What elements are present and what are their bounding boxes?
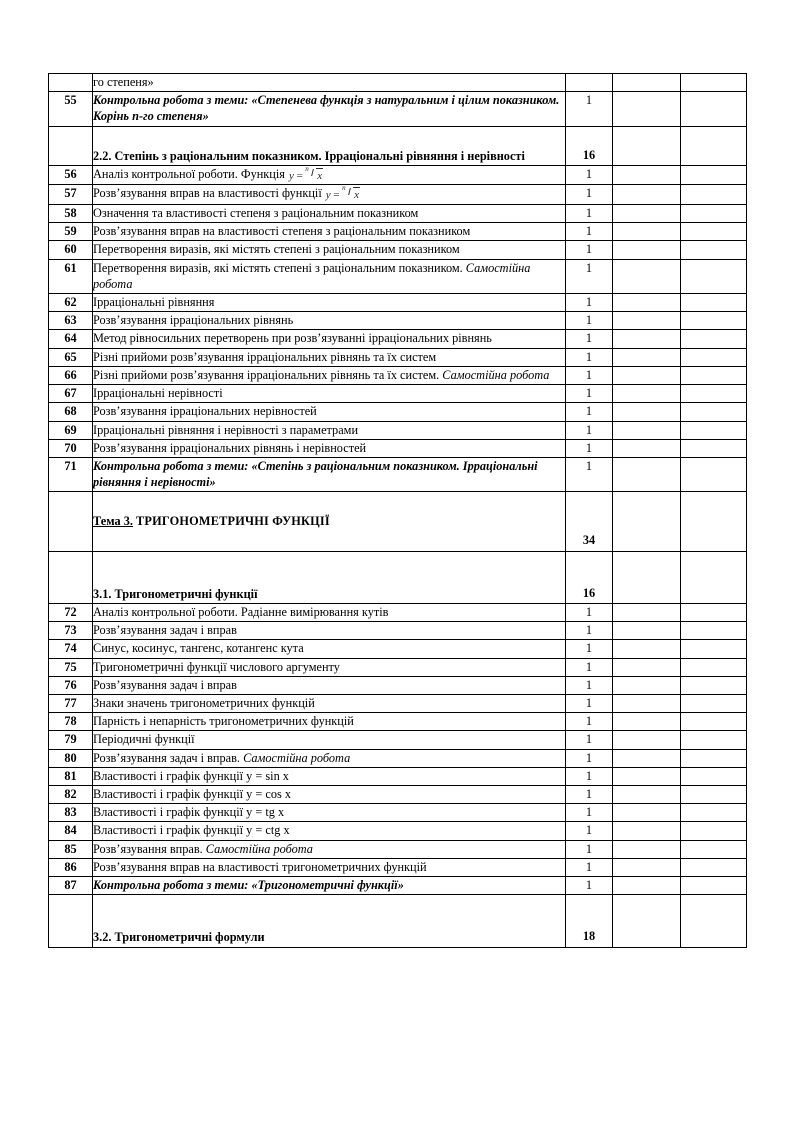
table-row: [49, 840, 747, 858]
row-date-cell[interactable]: [613, 385, 681, 403]
table-row: [49, 767, 747, 785]
table-row: [49, 676, 747, 694]
row-hours-cell: 1: [566, 731, 613, 749]
row-notes-cell[interactable]: [681, 731, 747, 749]
row-topic-text: Перетворення виразів, які містять степені з раціональним показником.: [93, 260, 466, 275]
row-hours-cell: 1: [566, 185, 613, 205]
formula-nth-root: y = n x: [288, 164, 323, 182]
row-hours-cell: 1: [566, 713, 613, 731]
row-number-cell: 87: [49, 877, 93, 895]
row-date-cell[interactable]: [613, 259, 681, 293]
row-notes-cell[interactable]: [681, 786, 747, 804]
section-hours-cell: 16: [566, 551, 613, 603]
section-title-cell: [93, 895, 566, 947]
row-topic-italic-tail: Самостійна робота: [243, 750, 351, 765]
row-number-cell: 55: [49, 92, 93, 126]
row-date-cell[interactable]: [613, 694, 681, 712]
row-number-cell: 77: [49, 694, 93, 712]
row-number-cell: 85: [49, 840, 93, 858]
row-date-cell[interactable]: [613, 749, 681, 767]
lesson-plan-table: [48, 73, 747, 948]
row-notes-cell[interactable]: [681, 492, 747, 551]
row-topic-cell: Розв’язування вправ на властивості тригонометричних функцій: [93, 858, 566, 876]
row-hours-cell: 1: [566, 439, 613, 457]
row-number-cell: 74: [49, 640, 93, 658]
table-row: [49, 694, 747, 712]
row-notes-cell[interactable]: [681, 713, 747, 731]
row-number-cell: 86: [49, 858, 93, 876]
row-date-cell[interactable]: [613, 767, 681, 785]
row-hours-cell: 1: [566, 312, 613, 330]
row-notes-cell[interactable]: [681, 366, 747, 384]
row-date-cell[interactable]: [613, 223, 681, 241]
row-hours-cell: 1: [566, 403, 613, 421]
section-hours-cell: 18: [566, 895, 613, 947]
row-date-cell[interactable]: [613, 658, 681, 676]
table-row: [49, 877, 747, 895]
table-row: [49, 622, 747, 640]
row-date-cell[interactable]: [613, 294, 681, 312]
row-date-cell[interactable]: [613, 312, 681, 330]
theme-title-cell: [93, 492, 566, 551]
row-number-cell: 72: [49, 603, 93, 621]
row-hours-cell: 1: [566, 294, 613, 312]
table-row: [49, 223, 747, 241]
row-number-cell: 75: [49, 658, 93, 676]
row-date-cell[interactable]: [613, 92, 681, 126]
row-topic-cell: [93, 749, 566, 767]
row-number-cell: 68: [49, 403, 93, 421]
row-hours-cell: 1: [566, 767, 613, 785]
table-row: [49, 731, 747, 749]
row-date-cell[interactable]: [613, 492, 681, 551]
table-row: [49, 312, 747, 330]
row-notes-cell[interactable]: [681, 185, 747, 205]
table-row: [49, 603, 747, 621]
table-row: [49, 241, 747, 259]
row-topic-italic-tail: Самостійна робота: [93, 260, 531, 291]
row-number-cell: 76: [49, 676, 93, 694]
row-notes-cell[interactable]: [681, 804, 747, 822]
row-date-cell[interactable]: [613, 804, 681, 822]
row-number-cell: 62: [49, 294, 93, 312]
table-row: [49, 439, 747, 457]
row-topic-cell: [93, 165, 566, 185]
row-date-cell[interactable]: [613, 840, 681, 858]
row-notes-cell[interactable]: [681, 92, 747, 126]
row-date-cell[interactable]: [613, 457, 681, 491]
row-hours-cell: 1: [566, 858, 613, 876]
row-date-cell[interactable]: [613, 366, 681, 384]
row-number-cell: 71: [49, 457, 93, 491]
row-hours-cell: [566, 74, 613, 92]
row-hours-cell: 1: [566, 421, 613, 439]
row-topic-cell: Розв’язування вправ на властивості степеня з раціональним показником: [93, 223, 566, 241]
row-hours-cell: 1: [566, 676, 613, 694]
row-topic-cell: Розв’язування ірраціональних нерівностей: [93, 403, 566, 421]
row-notes-cell[interactable]: [681, 330, 747, 348]
row-topic-italic-tail: Самостійна робота: [442, 367, 550, 382]
row-topic-cell: Властивості і графік функції y = tg x: [93, 804, 566, 822]
row-notes-cell[interactable]: [681, 241, 747, 259]
table-row: [49, 92, 747, 126]
row-hours-cell: 1: [566, 457, 613, 491]
row-hours-cell: 1: [566, 223, 613, 241]
table-row: [49, 385, 747, 403]
row-notes-cell[interactable]: [681, 457, 747, 491]
table-row: [49, 786, 747, 804]
row-hours-cell: 1: [566, 165, 613, 185]
row-number-cell: [49, 492, 93, 551]
row-notes-cell[interactable]: [681, 767, 747, 785]
row-hours-cell: 1: [566, 366, 613, 384]
row-notes-cell[interactable]: [681, 694, 747, 712]
row-hours-cell: 1: [566, 822, 613, 840]
row-topic-cell: Властивості і графік функції y = sin x: [93, 767, 566, 785]
table-row: [49, 185, 747, 205]
row-notes-cell[interactable]: [681, 895, 747, 947]
row-number-cell: 79: [49, 731, 93, 749]
row-hours-cell: 1: [566, 259, 613, 293]
section-title-cell: [93, 551, 566, 603]
row-date-cell[interactable]: [613, 403, 681, 421]
row-notes-cell[interactable]: [681, 551, 747, 603]
row-topic-text: Розв’язування задач і вправ.: [93, 750, 244, 765]
row-hours-cell: 1: [566, 749, 613, 767]
section-title: 3.2. Тригонометричні формули: [93, 930, 265, 945]
row-hours-cell: 1: [566, 204, 613, 222]
row-topic-cell: Ірраціональні рівняння: [93, 294, 566, 312]
row-topic-cell: [93, 185, 566, 205]
table-row: [49, 165, 747, 185]
row-topic-cell: Ірраціональні рівняння і нерівності з параметрами: [93, 421, 566, 439]
row-topic-cell: Розв’язування ірраціональних рівнянь і нерівностей: [93, 439, 566, 457]
row-notes-cell[interactable]: [681, 676, 747, 694]
row-notes-cell[interactable]: [681, 822, 747, 840]
row-topic-cell: [93, 259, 566, 293]
row-date-cell[interactable]: [613, 603, 681, 621]
table-row-section: [49, 126, 747, 165]
table-row: [49, 330, 747, 348]
section-title: 3.1. Тригонометричні функції: [93, 586, 258, 601]
row-notes-cell[interactable]: [681, 165, 747, 185]
table-row: [49, 804, 747, 822]
row-notes-cell[interactable]: [681, 403, 747, 421]
row-notes-cell[interactable]: [681, 840, 747, 858]
row-date-cell[interactable]: [613, 126, 681, 165]
row-date-cell[interactable]: [613, 439, 681, 457]
row-topic-cell: Періодичні функції: [93, 731, 566, 749]
row-notes-cell[interactable]: [681, 640, 747, 658]
row-hours-cell: 1: [566, 658, 613, 676]
row-topic-cell: Розв’язування задач і вправ: [93, 622, 566, 640]
table-row-theme: [49, 492, 747, 551]
row-date-cell[interactable]: [613, 676, 681, 694]
row-number-cell: 56: [49, 165, 93, 185]
section-title: 2.2. Степінь з раціональним показником. Ірраціональні рівняння і нерівності: [93, 148, 525, 163]
row-date-cell[interactable]: [613, 185, 681, 205]
row-date-cell[interactable]: [613, 822, 681, 840]
row-number-cell: 69: [49, 421, 93, 439]
row-number-cell: 61: [49, 259, 93, 293]
formula-nth-root: y = n x: [325, 184, 359, 202]
row-date-cell[interactable]: [613, 551, 681, 603]
row-date-cell[interactable]: [613, 858, 681, 876]
row-hours-cell: 1: [566, 877, 613, 895]
row-notes-cell[interactable]: [681, 385, 747, 403]
theme-label: Тема 3.: [93, 514, 133, 529]
table-row: [49, 713, 747, 731]
row-date-cell[interactable]: [613, 622, 681, 640]
row-number-cell: 67: [49, 385, 93, 403]
row-date-cell[interactable]: [613, 74, 681, 92]
row-notes-cell[interactable]: [681, 622, 747, 640]
row-number-cell: 78: [49, 713, 93, 731]
row-date-cell[interactable]: [613, 640, 681, 658]
table-row: [49, 749, 747, 767]
row-number-cell: 81: [49, 767, 93, 785]
row-number-cell: 73: [49, 622, 93, 640]
row-topic-text: Розв’язування вправ.: [93, 841, 206, 856]
row-hours-cell: 1: [566, 694, 613, 712]
row-topic-cell: Парність і непарність тригонометричних функцій: [93, 713, 566, 731]
row-hours-cell: 1: [566, 92, 613, 126]
row-topic-cell: Знаки значень тригонометричних функцій: [93, 694, 566, 712]
table-row-section: [49, 551, 747, 603]
row-date-cell[interactable]: [613, 731, 681, 749]
row-date-cell[interactable]: [613, 241, 681, 259]
table-row: [49, 348, 747, 366]
row-number-cell: 64: [49, 330, 93, 348]
row-notes-cell[interactable]: [681, 204, 747, 222]
row-topic-text: Розв’язування вправ на властивості функції: [93, 186, 322, 201]
row-number-cell: [49, 551, 93, 603]
row-date-cell[interactable]: [613, 786, 681, 804]
row-topic-cell: Контрольна робота з теми: «Степенева функція з натуральним і цілим показником. Корінь n-го степеня»: [93, 92, 566, 126]
table-row: [49, 658, 747, 676]
row-date-cell[interactable]: [613, 877, 681, 895]
row-topic-cell: Ірраціональні нерівності: [93, 385, 566, 403]
row-number-cell: 84: [49, 822, 93, 840]
row-topic-cell: Розв’язування ірраціональних рівнянь: [93, 312, 566, 330]
row-number-cell: 82: [49, 786, 93, 804]
row-hours-cell: 1: [566, 840, 613, 858]
row-topic-cell: Контрольна робота з теми: «Степінь з раціональним показником. Ірраціональні рівняння і нерівності»: [93, 457, 566, 491]
table-row: [49, 457, 747, 491]
row-topic-italic-tail: Самостійна робота: [205, 841, 313, 856]
row-number-cell: 83: [49, 804, 93, 822]
row-topic-cell: Різні прийоми розв’язування ірраціональних рівнянь та їх систем: [93, 348, 566, 366]
row-topic-cell: Розв’язування задач і вправ: [93, 676, 566, 694]
row-topic-cell: Метод рівносильних перетворень при розв’язуванні ірраціональних рівнянь: [93, 330, 566, 348]
row-hours-cell: 1: [566, 385, 613, 403]
row-number-cell: 59: [49, 223, 93, 241]
row-notes-cell[interactable]: [681, 223, 747, 241]
row-notes-cell[interactable]: [681, 348, 747, 366]
row-topic-cell: Означення та властивості степеня з раціональним показником: [93, 204, 566, 222]
table-row: [49, 640, 747, 658]
row-number-cell: 65: [49, 348, 93, 366]
row-number-cell: [49, 74, 93, 92]
lesson-plan-sheet: [48, 73, 746, 948]
row-date-cell[interactable]: [613, 421, 681, 439]
row-number-cell: 58: [49, 204, 93, 222]
row-hours-cell: 1: [566, 804, 613, 822]
row-number-cell: 70: [49, 439, 93, 457]
row-number-cell: 63: [49, 312, 93, 330]
row-date-cell[interactable]: [613, 330, 681, 348]
row-date-cell[interactable]: [613, 348, 681, 366]
row-topic-cell: [93, 840, 566, 858]
row-date-cell[interactable]: [613, 204, 681, 222]
row-notes-cell[interactable]: [681, 294, 747, 312]
table-row: [49, 204, 747, 222]
row-hours-cell: 1: [566, 348, 613, 366]
row-hours-cell: 1: [566, 241, 613, 259]
row-notes-cell[interactable]: [681, 877, 747, 895]
row-topic-cell: Властивості і графік функції y = ctg x: [93, 822, 566, 840]
row-hours-cell: 1: [566, 640, 613, 658]
row-number-cell: 60: [49, 241, 93, 259]
row-hours-cell: 1: [566, 786, 613, 804]
row-topic-cell: Тригонометричні функції числового аргументу: [93, 658, 566, 676]
row-number-cell: 57: [49, 185, 93, 205]
row-number-cell: 80: [49, 749, 93, 767]
row-number-cell: [49, 895, 93, 947]
table-body: [49, 74, 747, 948]
row-hours-cell: 1: [566, 603, 613, 621]
row-date-cell[interactable]: [613, 165, 681, 185]
row-topic-cell: го степеня»: [93, 74, 566, 92]
row-hours-cell: 1: [566, 330, 613, 348]
table-row: [49, 74, 747, 92]
row-date-cell[interactable]: [613, 895, 681, 947]
row-number-cell: [49, 126, 93, 165]
theme-title: ТРИГОНОМЕТРИЧНІ ФУНКЦІЇ: [136, 514, 330, 529]
row-topic-cell: [93, 366, 566, 384]
table-row: [49, 858, 747, 876]
row-date-cell[interactable]: [613, 713, 681, 731]
row-topic-text: Аналіз контрольної роботи. Функція: [93, 166, 285, 181]
table-row: [49, 294, 747, 312]
row-topic-cell: Синус, косинус, тангенс, котангенс кута: [93, 640, 566, 658]
row-hours-cell: 1: [566, 622, 613, 640]
theme-hours: 34: [582, 533, 596, 548]
row-notes-cell[interactable]: [681, 259, 747, 293]
row-topic-cell: Контрольна робота з теми: «Тригонометричні функції»: [93, 877, 566, 895]
row-notes-cell[interactable]: [681, 658, 747, 676]
row-topic-cell: Перетворення виразів, які містять степені з раціональним показником: [93, 241, 566, 259]
row-notes-cell[interactable]: [681, 603, 747, 621]
section-hours-cell: 16: [566, 126, 613, 165]
row-number-cell: 66: [49, 366, 93, 384]
table-row: [49, 822, 747, 840]
row-topic-text: Різні прийоми розв’язування ірраціональних рівнянь та їх систем.: [93, 367, 443, 382]
table-row: [49, 421, 747, 439]
row-notes-cell[interactable]: [681, 421, 747, 439]
table-row: [49, 259, 747, 293]
row-notes-cell[interactable]: [681, 439, 747, 457]
row-topic-cell: Властивості і графік функції y = cos x: [93, 786, 566, 804]
row-notes-cell[interactable]: [681, 749, 747, 767]
row-notes-cell[interactable]: [681, 858, 747, 876]
row-notes-cell[interactable]: [681, 126, 747, 165]
table-row: [49, 403, 747, 421]
row-topic-cell: Аналіз контрольної роботи. Радіанне вимірювання кутів: [93, 603, 566, 621]
theme-hours-cell: [566, 492, 613, 551]
row-notes-cell[interactable]: [681, 74, 747, 92]
table-row-section: [49, 895, 747, 947]
section-title-cell: [93, 126, 566, 165]
table-row: [49, 366, 747, 384]
row-notes-cell[interactable]: [681, 312, 747, 330]
